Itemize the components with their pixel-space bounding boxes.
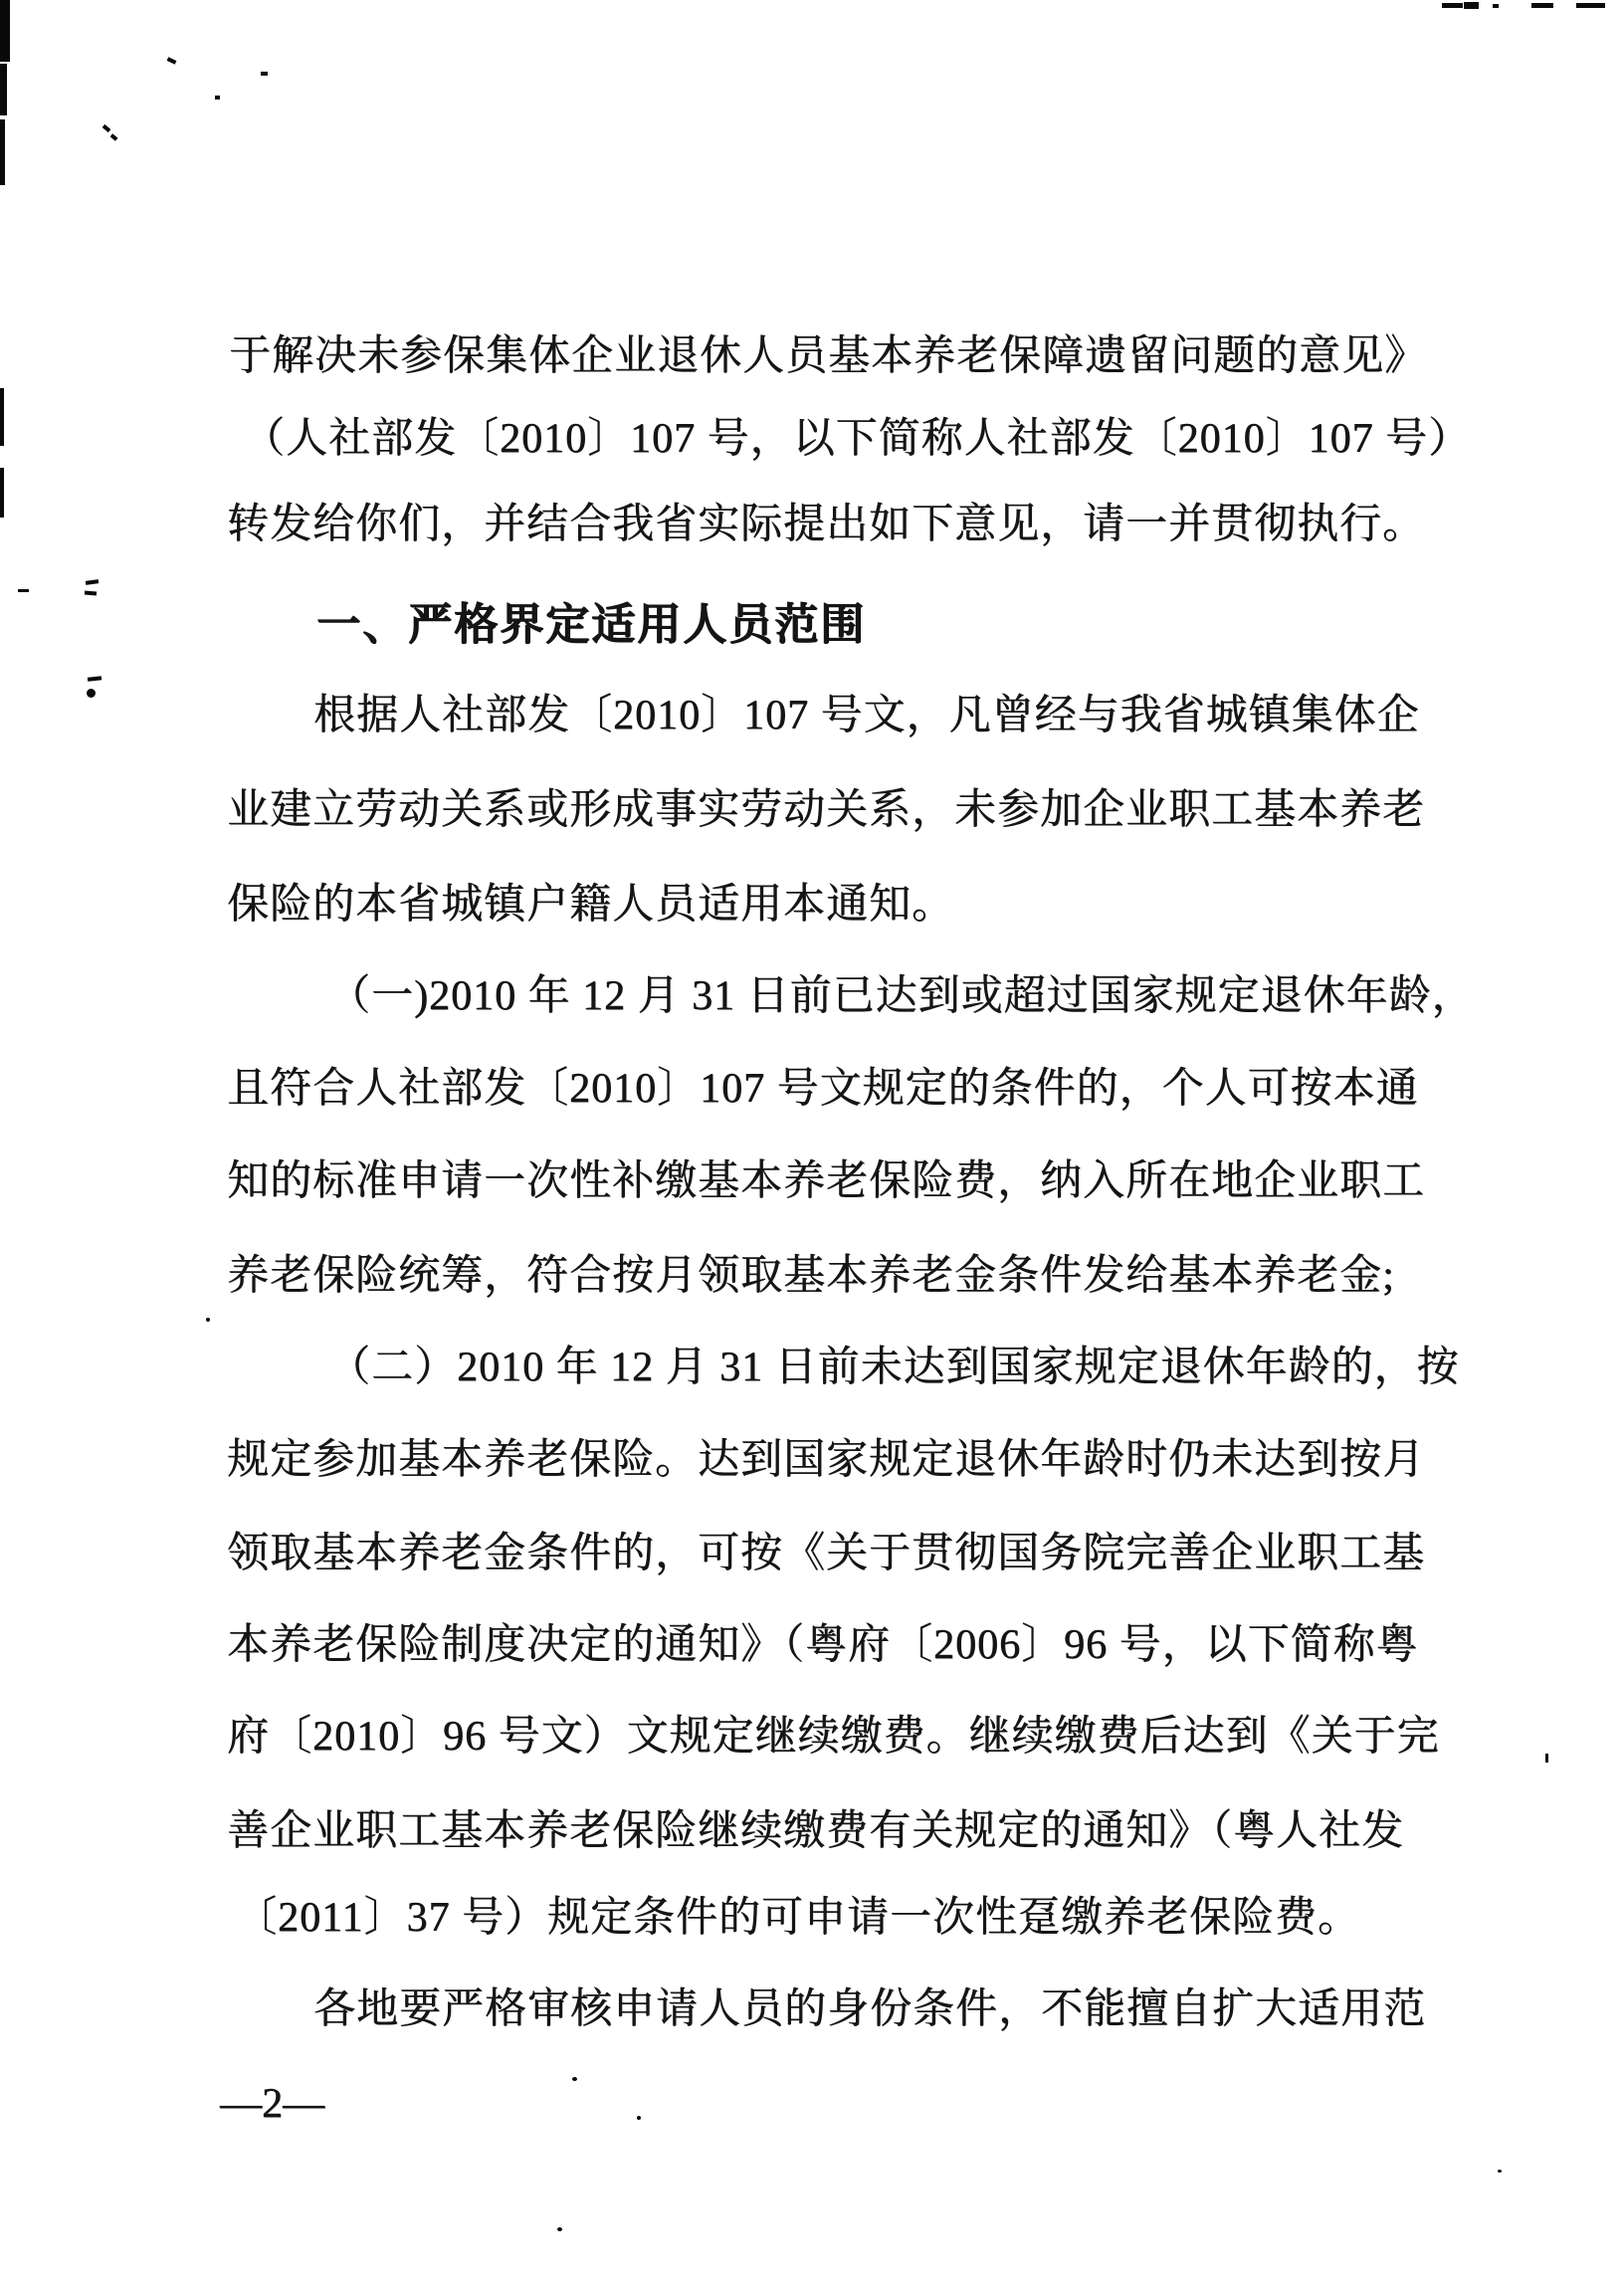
scan-dash: [1442, 3, 1463, 8]
scan-speck: [557, 2227, 562, 2231]
scan-dash: [1576, 3, 1605, 8]
text-line-7: 保险的本省城镇户籍人员适用本通知。: [227, 882, 955, 928]
section-heading: 一、严格界定适用人员范围: [316, 600, 866, 649]
scan-speck: [110, 133, 118, 141]
scan-speck: [87, 689, 96, 698]
scan-speck: [18, 589, 29, 592]
text-line-12: （二）2010 年 12 月 31 日前未达到国家规定退休年龄的，按: [328, 1345, 1460, 1390]
scan-speck: [637, 2116, 641, 2120]
scan-speck: [261, 72, 268, 76]
text-line-18: 〔2011〕37 号）规定条件的可申请一次性趸缴养老保险费。: [235, 1895, 1360, 1941]
text-line-19: 各地要严格审核申请人员的身份条件，不能擅自扩大适用范: [313, 1986, 1427, 2032]
scan-edge-mark: [0, 0, 10, 62]
scan-dash: [1531, 3, 1553, 8]
text-line-5: 根据人社部发〔2010〕107 号文，凡曾经与我省城镇集体企: [313, 693, 1420, 738]
text-line-8: （一)2010 年 12 月 31 日前已达到或超过国家规定退休年龄，: [328, 973, 1475, 1019]
scan-speck: [215, 96, 220, 100]
text-line-14: 领取基本养老金条件的，可按《关于贯彻国务院完善企业职工基: [227, 1531, 1426, 1576]
text-line-11: 养老保险统筹，符合按月领取基本养老金条件发给基本养老金;: [227, 1253, 1395, 1299]
text-line-1: 于解决未参保集体企业退休人员基本养老保障遗留问题的意见》: [229, 333, 1428, 379]
text-line-2: （人社部发〔2010〕107 号，以下简称人社部发〔2010〕107 号）: [243, 416, 1472, 462]
scan-speck: [102, 124, 111, 132]
scan-speck: [1545, 1754, 1548, 1763]
scan-speck: [1498, 2170, 1502, 2173]
scan-speck: [85, 590, 97, 595]
scan-dash: [1464, 2, 1479, 9]
text-line-3: 转发给你们，并结合我省实际提出如下意见，请一并贯彻执行。: [227, 502, 1426, 547]
scan-speck: [88, 676, 102, 681]
text-line-6: 业建立劳动关系或形成事实劳动关系，未参加企业职工基本养老: [227, 787, 1426, 833]
scan-speck: [86, 579, 99, 585]
scan-edge-mark: [0, 388, 4, 446]
text-line-10: 知的标准申请一次性补缴基本养老保险费，纳入所在地企业职工: [227, 1158, 1426, 1204]
text-line-9: 且符合人社部发〔2010〕107 号文规定的条件的，个人可按本通: [227, 1066, 1419, 1112]
scan-speck: [572, 2077, 577, 2081]
scan-speck: [206, 1318, 210, 1322]
text-line-15: 本养老保险制度决定的通知》（粤府〔2006〕96 号，以下简称粤: [227, 1622, 1419, 1668]
page-number: —2—: [220, 2081, 324, 2127]
text-line-17: 善企业职工基本养老保险继续缴费有关规定的通知》（粤人社发: [227, 1808, 1405, 1854]
scan-speck: [167, 57, 177, 64]
scan-edge-mark: [0, 468, 4, 518]
text-line-13: 规定参加基本养老保险。达到国家规定退休年龄时仍未达到按月: [227, 1437, 1426, 1483]
scan-edge-mark: [0, 64, 7, 115]
scan-dash: [1493, 4, 1499, 8]
scan-edge-mark: [0, 119, 5, 185]
text-line-16: 府〔2010〕96 号文）文规定继续缴费。继续缴费后达到《关于完: [227, 1714, 1440, 1760]
